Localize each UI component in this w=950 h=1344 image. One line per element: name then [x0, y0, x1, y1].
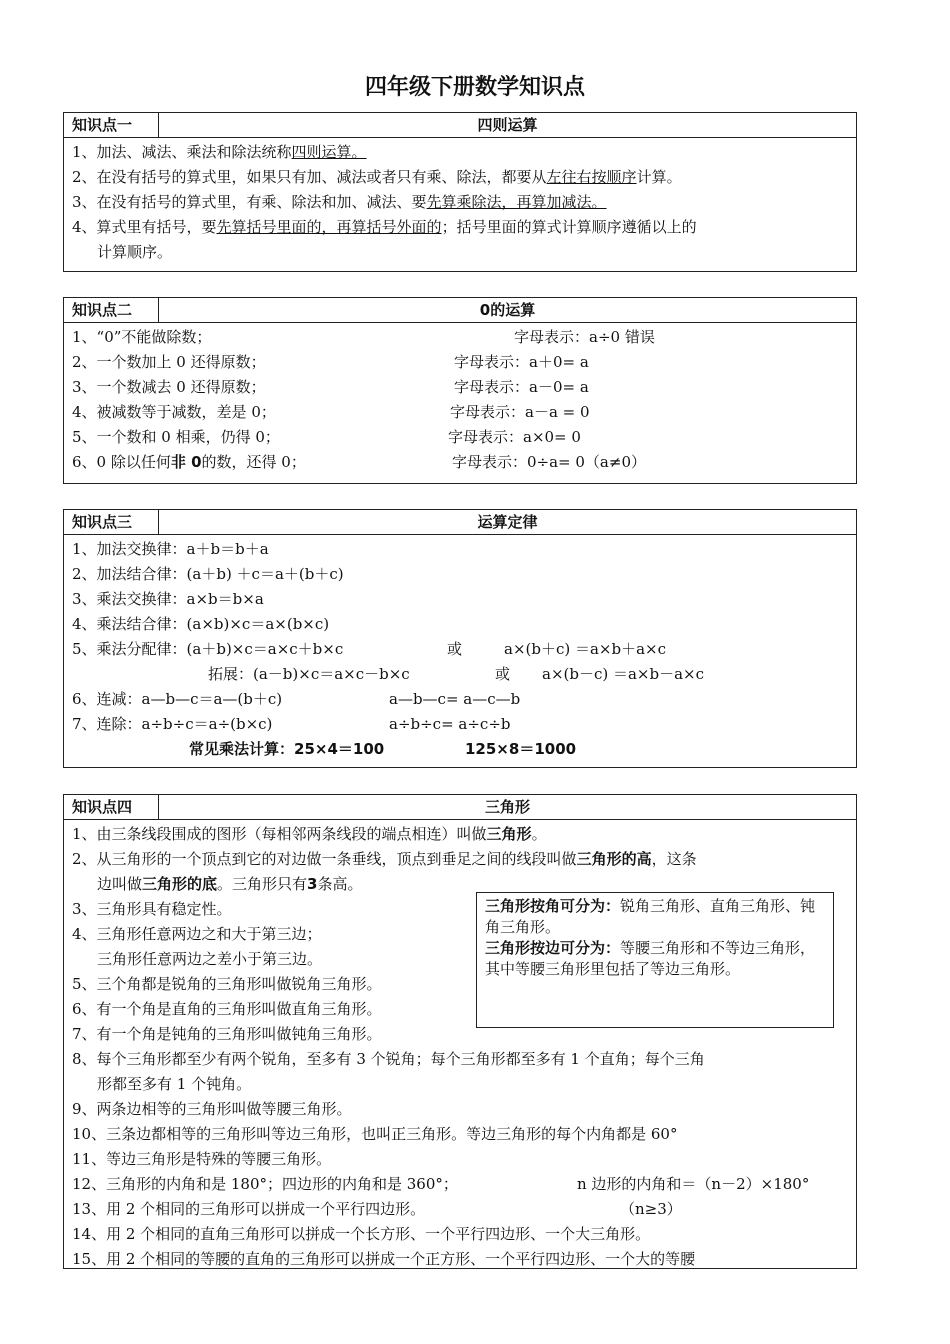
- rule-text: 的数，还得 0；: [201, 453, 306, 471]
- or-text: 或: [495, 665, 511, 683]
- text-line: [72, 737, 850, 762]
- text: 4、算式里有括号，要: [72, 218, 217, 236]
- text: 3、在没有括号的算式里，有乘、除法和加、减法、要: [72, 193, 427, 211]
- text-line: 三角形任意两边之差小于第三边。: [97, 950, 323, 968]
- text: 13、用 2 个相同的三角形可以拼成一个平行四边形。: [72, 1200, 426, 1218]
- formula-text: 5、乘法分配律：(a＋b)×c＝a×c＋b×c: [72, 640, 344, 658]
- section-header: [64, 795, 856, 820]
- box-text: 锐角三角形、直角三角形、钝角三角形。: [485, 897, 816, 936]
- text: n 边形的内角和＝（n－2）×180°: [577, 1175, 810, 1193]
- or-text: 或: [447, 640, 463, 658]
- bold-text: 125×8＝1000: [465, 740, 577, 758]
- box-heading: 三角形按角可分为：: [485, 897, 621, 915]
- text-line: 5、三个角都是锐角的三角形叫做锐角三角形。: [72, 975, 382, 993]
- section-body: [64, 535, 856, 768]
- triangle-classification-box: [476, 892, 834, 1028]
- text-line: [72, 350, 850, 375]
- section-title: 0的运算: [479, 301, 536, 319]
- rule-text: 6、0 除以任何: [72, 453, 171, 471]
- section-tag: 知识点四: [64, 795, 159, 819]
- text-line: [72, 450, 850, 475]
- section-four-operations: [63, 112, 857, 272]
- text-line: 1、加法交换律：a＋b＝b＋a: [72, 540, 269, 558]
- text: 1、加法、减法、乘法和除法统称: [72, 143, 292, 161]
- text-line: [72, 847, 850, 872]
- formula-text: 字母表示：0÷a= 0（a≠0）: [452, 453, 646, 471]
- formula-text: 字母表示：a－a = 0: [450, 403, 590, 421]
- text: 2、在没有括号的算式里，如果只有加、减法或者只有乘、除法，都要从: [72, 168, 547, 186]
- text: 。: [531, 825, 547, 843]
- text-line: 14、用 2 个相同的直角三角形可以拼成一个长方形、一个平行四边形、一个大三角形。: [72, 1225, 651, 1243]
- formula-text: a—b—c= a—c—b: [389, 690, 521, 708]
- text-line: 7、有一个角是钝角的三角形叫做钝角三角形。: [72, 1025, 382, 1043]
- bold-text: 三角形: [486, 825, 532, 843]
- formula-text: 字母表示：a÷0 错误: [514, 328, 655, 346]
- section-body: [64, 820, 856, 1278]
- text-line: [72, 425, 850, 450]
- underlined-text: 先算乘除法，再算加减法。: [426, 193, 607, 211]
- underlined-text: 先算括号里面的，再算括号外面的: [216, 218, 442, 236]
- formula-text: 6、连减：a—b—c＝a—(b＋c): [72, 690, 283, 708]
- text-line: [72, 325, 850, 350]
- formula-text: 7、连除：a÷b÷c＝a÷(b×c): [72, 715, 273, 733]
- bold-text: 常见乘法计算：25×4＝100: [189, 740, 385, 758]
- text: ；括号里面的算式计算顺序遵循以上的: [441, 218, 697, 236]
- formula-text: a÷b÷c= a÷c÷b: [389, 715, 511, 733]
- box-text: 等腰三角形和不等边三角形，其中等腰三角形里包括了等边三角形。: [485, 939, 816, 978]
- text: （n≥3）: [620, 1200, 682, 1218]
- section-title: 运算定律: [477, 513, 538, 531]
- section-body: [64, 138, 856, 271]
- text-line: 10、三条边都相等的三角形叫等边三角形，也叫正三角形。等边三角形的每个内角都是 60°: [72, 1125, 678, 1143]
- section-title: 四则运算: [477, 116, 538, 134]
- box-heading: 三角形按边可分为：: [485, 939, 621, 957]
- text-line: [72, 687, 850, 712]
- section-tag: 知识点二: [64, 298, 159, 322]
- text-line: 11、等边三角形是特殊的等腰三角形。: [72, 1150, 332, 1168]
- rule-text: 3、一个数减去 0 还得原数；: [72, 378, 266, 396]
- text-line: [72, 1197, 850, 1222]
- bold-text: 非 0: [170, 453, 202, 471]
- text: 。三角形只有: [217, 875, 308, 893]
- underlined-text: 左往右按顺序: [546, 168, 637, 186]
- text: 边叫做: [97, 875, 143, 893]
- formula-text: a×(b－c) ＝a×b－a×c: [542, 665, 705, 683]
- text-line: 3、三角形具有稳定性。: [72, 900, 232, 918]
- text-line: 15、用 2 个相同的等腰的直角的三角形可以拼成一个正方形、一个平行四边形、一个大的等腰: [72, 1250, 696, 1268]
- text-line: 计算顺序。: [97, 243, 173, 261]
- text-line: [72, 375, 850, 400]
- text: 2、从三角形的一个顶点到它的对边做一条垂线，顶点到垂足之间的线段叫做: [72, 850, 577, 868]
- text-line: [72, 400, 850, 425]
- text-line: [72, 822, 850, 847]
- formula-text: 字母表示：a－0= a: [454, 378, 589, 396]
- text-line: [72, 215, 850, 240]
- section-header: [64, 510, 856, 535]
- section-header: [64, 298, 856, 323]
- underlined-text: 四则运算。: [291, 143, 367, 161]
- section-zero-operations: [63, 297, 857, 484]
- text: 计算。: [636, 168, 682, 186]
- text-line: [72, 662, 850, 687]
- rule-text: 5、一个数和 0 相乘，仍得 0；: [72, 428, 280, 446]
- section-tag: 知识点三: [64, 510, 159, 534]
- text-line: [72, 140, 850, 165]
- text: 12、三角形的内角和是 180°；四边形的内角和是 360°；: [72, 1175, 458, 1193]
- text-line: 3、乘法交换律：a×b＝b×a: [72, 590, 264, 608]
- section-tag: 知识点一: [64, 113, 159, 137]
- text-line: 9、两条边相等的三角形叫做等腰三角形。: [72, 1100, 352, 1118]
- rule-text: 2、一个数加上 0 还得原数；: [72, 353, 266, 371]
- section-triangles: [63, 794, 857, 1269]
- formula-text: a×(b＋c) ＝a×b＋a×c: [504, 640, 667, 658]
- formula-text: 字母表示：a×0= 0: [448, 428, 581, 446]
- bold-text: 三角形的底: [142, 875, 218, 893]
- text-line: [72, 190, 850, 215]
- section-title: 三角形: [484, 798, 530, 816]
- formula-text: 字母表示：a＋0= a: [454, 353, 589, 371]
- text-line: 4、乘法结合律：(a×b)×c＝a×(b×c): [72, 615, 330, 633]
- section-operation-laws: [63, 509, 857, 768]
- rule-text: 1、“0”不能做除数；: [72, 328, 212, 346]
- text-line: [72, 637, 850, 662]
- text-line: 形都至多有 1 个钝角。: [97, 1075, 252, 1093]
- text-line: [72, 165, 850, 190]
- text: 条高。: [317, 875, 363, 893]
- section-body: [64, 323, 856, 481]
- formula-text: 拓展：(a－b)×c＝a×c－b×c: [208, 665, 410, 683]
- bold-text: 3: [307, 875, 318, 893]
- bold-text: 三角形的高: [576, 850, 652, 868]
- text-line: [72, 712, 850, 737]
- text: 1、由三条线段围成的图形（每相邻两条线段的端点相连）叫做: [72, 825, 487, 843]
- text: ，这条: [651, 850, 697, 868]
- text-line: [72, 1172, 850, 1197]
- section-header: [64, 113, 856, 138]
- text-line: 8、每个三角形都至少有两个锐角，至多有 3 个锐角；每个三角形都至多有 1 个直角；每个三角: [72, 1050, 705, 1068]
- text-line: 4、三角形任意两边之和大于第三边；: [72, 925, 322, 943]
- page-title: 四年级下册数学知识点: [364, 75, 585, 100]
- text-line: 6、有一个角是直角的三角形叫做直角三角形。: [72, 1000, 382, 1018]
- text-line: 2、加法结合律：(a＋b) ＋c＝a＋(b＋c): [72, 565, 344, 583]
- rule-text: 4、被减数等于减数，差是 0；: [72, 403, 276, 421]
